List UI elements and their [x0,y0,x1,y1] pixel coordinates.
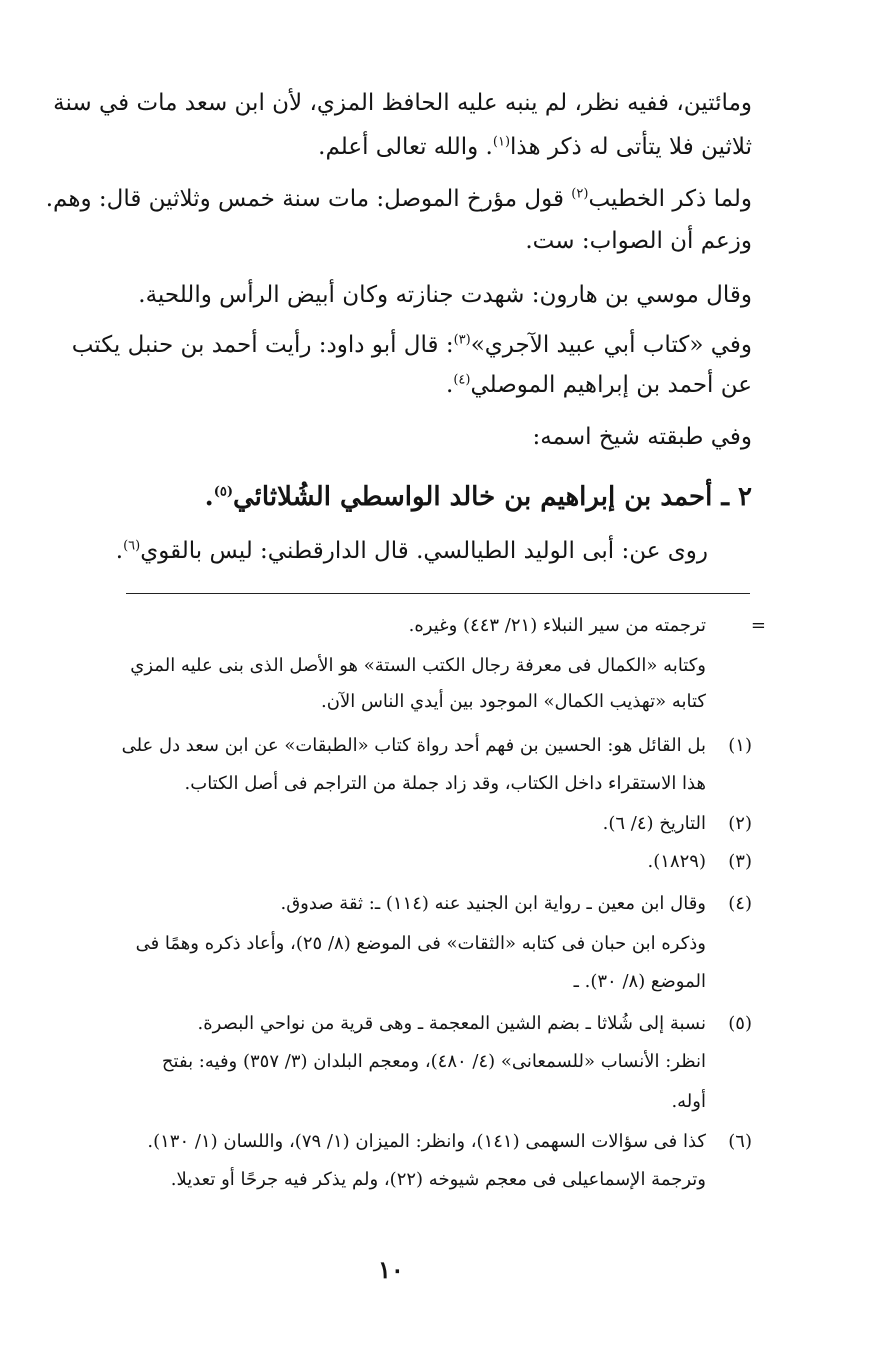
text-segment: . [115,538,124,564]
text-line-7 [446,368,752,402]
footnote-ref-2[interactable]: (٢) [571,186,589,202]
footnote-5-line-1: نسبة إلى شُلاثا ـ بضم الشين المعجمة ـ وهى قرية من نواحي البصرة. [197,1013,706,1034]
text-segment: . [204,482,214,512]
text-segment: روى عن: أبى الوليد الطيالسي. قال الدارقطني: ليس بالقوي [140,538,708,564]
text-segment: . والله تعالى أعلم. [318,134,493,160]
text-segment: : قال أبو داود: رأيت أحمد بن حنبل يكتب [71,332,454,358]
text-line-10 [116,534,708,568]
entry-heading [205,480,752,514]
footnote-cont-line-3: كتابه «تهذيب الكمال» الموجود بين أيدي الناس الآن. [321,691,706,712]
text-line-4: وزعم أن الصواب: ست. [525,228,752,254]
text-line-3 [46,182,752,216]
footnote-5-line-2: انظر: الأنساب «للسمعانى» (٤/ ٤٨٠)، ومعجم البلدان (٣/ ٣٥٧) وفيه: بفتح [161,1051,706,1072]
text-segment: ثلاثين فلا يتأتى له ذكر هذا [510,134,752,160]
footnote-ref-6[interactable]: (٦) [123,538,141,554]
footnote-3-line-1: (١٨٢٩). [647,851,706,872]
text-segment: قول مؤرخ الموصل: مات سنة خمس وثلاثين قال: وهم. [45,186,572,212]
footnote-number-4: (٤) [728,893,752,914]
footnote-1-line-2: هذا الاستقراء داخل الكتاب، وقد زاد جملة من التراجم فى أصل الكتاب. [184,773,706,794]
footnote-number-5: (٥) [728,1013,752,1034]
continuation-mark: = [750,615,766,636]
text-segment: عن أحمد بن إبراهيم الموصلي [470,372,752,398]
footnote-1-line-1: بل القائل هو: الحسين بن فهم أحد رواة كتاب «الطبقات» عن ابن سعد دل على [121,735,706,756]
footnote-4-line-3: الموضع (٨/ ٣٠). ـ [573,971,706,992]
text-line-8: وفي طبقته شيخ اسمه: [532,424,752,450]
text-segment: ولما ذكر الخطيب [588,186,752,212]
footnote-number-1: (١) [728,735,752,756]
page-number: ١٠ [378,1255,404,1284]
footnote-number-2: (٢) [728,813,752,834]
footnote-6-line-2: وترجمة الإسماعيلى فى معجم شيوخه (٢٢)، ولم يذكر فيه جرحًا أو تعديلا. [170,1169,706,1190]
footnote-4-line-1: وقال ابن معين ـ رواية ابن الجنيد عنه (١١٤) ـ: ثقة صدوق. [280,893,706,914]
footnote-separator [126,593,750,594]
text-segment: وفي «كتاب أبي عبيد الآجري» [470,332,752,358]
text-segment: . [446,372,454,398]
text-line-2 [318,130,752,164]
footnote-5-line-3: أوله. [671,1091,706,1112]
footnote-cont-line-2: وكتابه «الكمال فى معرفة رجال الكتب الستة» هو الأصل الذى بنى عليه المزي [130,655,706,676]
text-line-1: ومائتين، ففيه نظر، لم ينبه عليه الحافظ المزي، لأن ابن سعد مات في سنة [53,90,752,116]
footnote-number-6: (٦) [728,1131,752,1152]
footnote-4-line-2: وذكره ابن حبان فى كتابه «الثقات» فى الموضع (٨/ ٢٥)، وأعاد ذكره وهمًا فى [135,933,706,954]
footnote-ref-5[interactable]: (٥) [213,484,233,500]
footnote-cont-line-1: ترجمته من سير النبلاء (٢١/ ٤٤٣) وغيره. [408,615,706,636]
heading-text: ٢ ـ أحمد بن إبراهيم بن خالد الواسطي الشُلاثائي [233,482,752,512]
footnote-6-line-1: كذا فى سؤالات السهمى (١٤١)، وانظر: الميزان (١/ ٧٩)، واللسان (١/ ١٣٠). [147,1131,706,1152]
footnote-number-3: (٣) [728,851,752,872]
text-line-5: وقال موسي بن هارون: شهدت جنازته وكان أبيض الرأس واللحية. [138,282,752,308]
text-line-6 [72,328,752,362]
footnote-ref-4[interactable]: (٤) [453,372,471,388]
footnote-ref-3[interactable]: (٣) [453,332,471,348]
footnote-2-line-1: التاريخ (٤/ ٦). [602,813,706,834]
footnote-ref-1[interactable]: (١) [492,134,511,150]
